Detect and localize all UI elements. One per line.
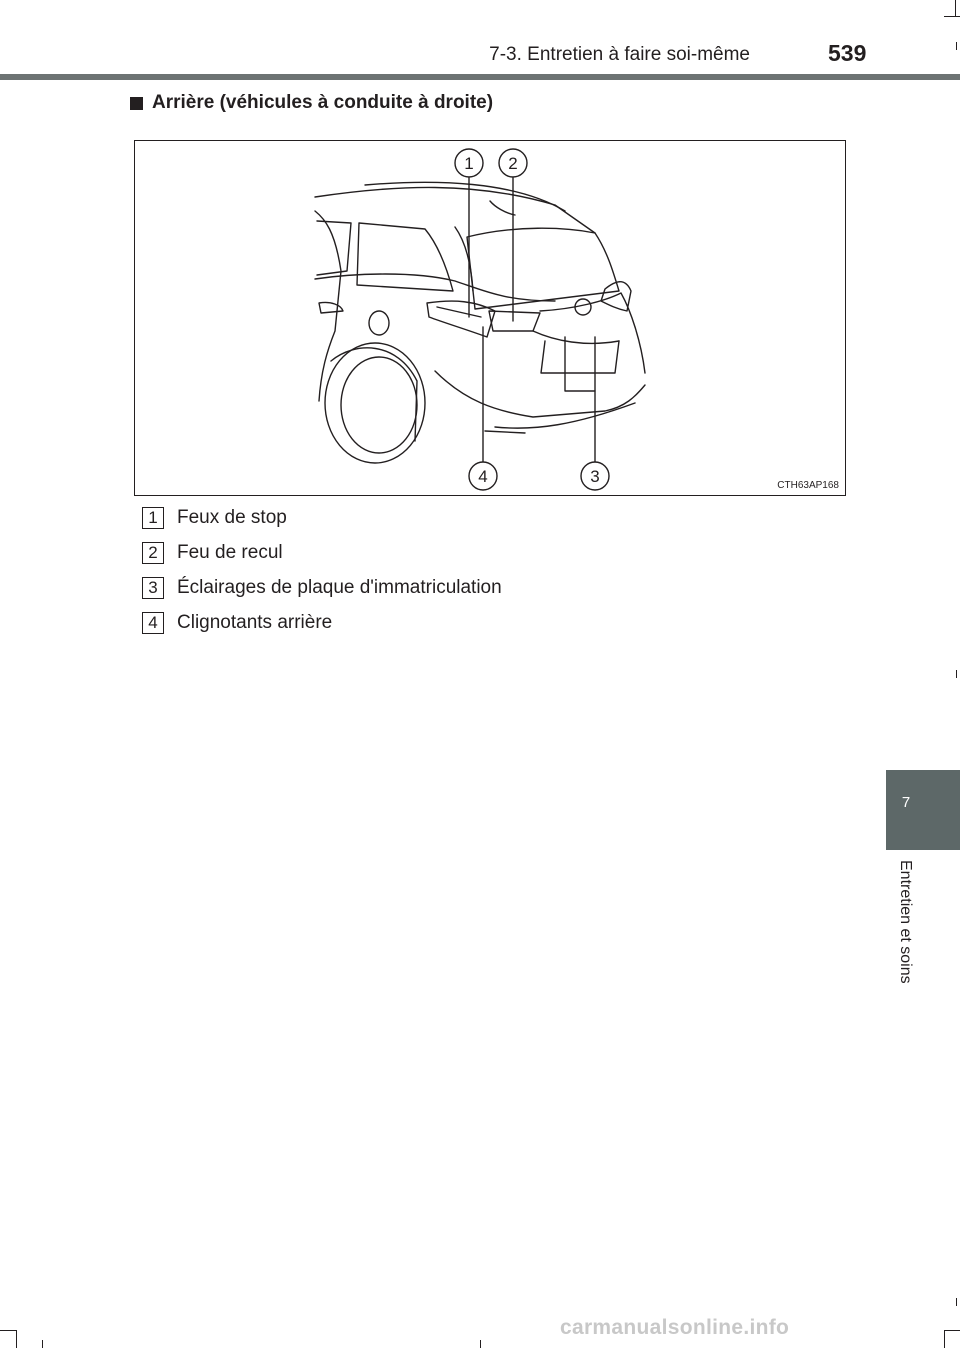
list-item [142,605,502,640]
legend-text: Éclairages de plaque d'immatriculation [177,576,502,598]
list-item [142,535,502,570]
crop-mark [956,1298,957,1306]
callout-3-label: 3 [590,467,600,486]
callout-2-label: 2 [508,154,518,173]
callout-1-label: 1 [464,154,474,173]
legend-text: Feux de stop [177,506,287,528]
rear-lights-illustration [134,140,846,496]
legend-text: Clignotants arrière [177,611,333,633]
watermark: carmanualsonline.info [560,1316,790,1339]
header-rule [0,74,960,80]
crop-mark [944,16,960,17]
chapter-label [885,860,925,1020]
crop-mark [956,670,957,678]
legend-number: 2 [142,542,164,564]
chapter-label-text: Entretien et soins [897,860,914,984]
legend-number: 3 [142,577,164,599]
section-heading [130,92,493,114]
list-item [142,500,502,535]
crop-mark [944,1330,945,1348]
legend-number: 4 [142,612,164,634]
legend-text: Feu de recul [177,541,283,563]
legend-list [142,500,502,640]
page-number: 539 [828,40,867,66]
chapter-number: 7 [901,794,911,811]
list-item [142,570,502,605]
square-bullet-icon [130,97,143,110]
crop-mark [955,0,956,16]
crop-mark [42,1340,43,1348]
car-rear-drawing [135,141,846,496]
figure-code: CTH63AP168 [777,480,839,491]
crop-mark [956,42,957,50]
callout-4-label: 4 [478,467,488,486]
chapter-tab [886,770,960,850]
crop-mark [0,1330,16,1331]
crop-mark [944,1330,960,1331]
heading-text: Arrière (véhicules à conduite à droite) [152,92,494,113]
crop-mark [16,1330,17,1348]
section-title: 7-3. Entretien à faire soi-même [489,44,750,65]
legend-number: 1 [142,507,164,529]
crop-mark [480,1340,481,1348]
